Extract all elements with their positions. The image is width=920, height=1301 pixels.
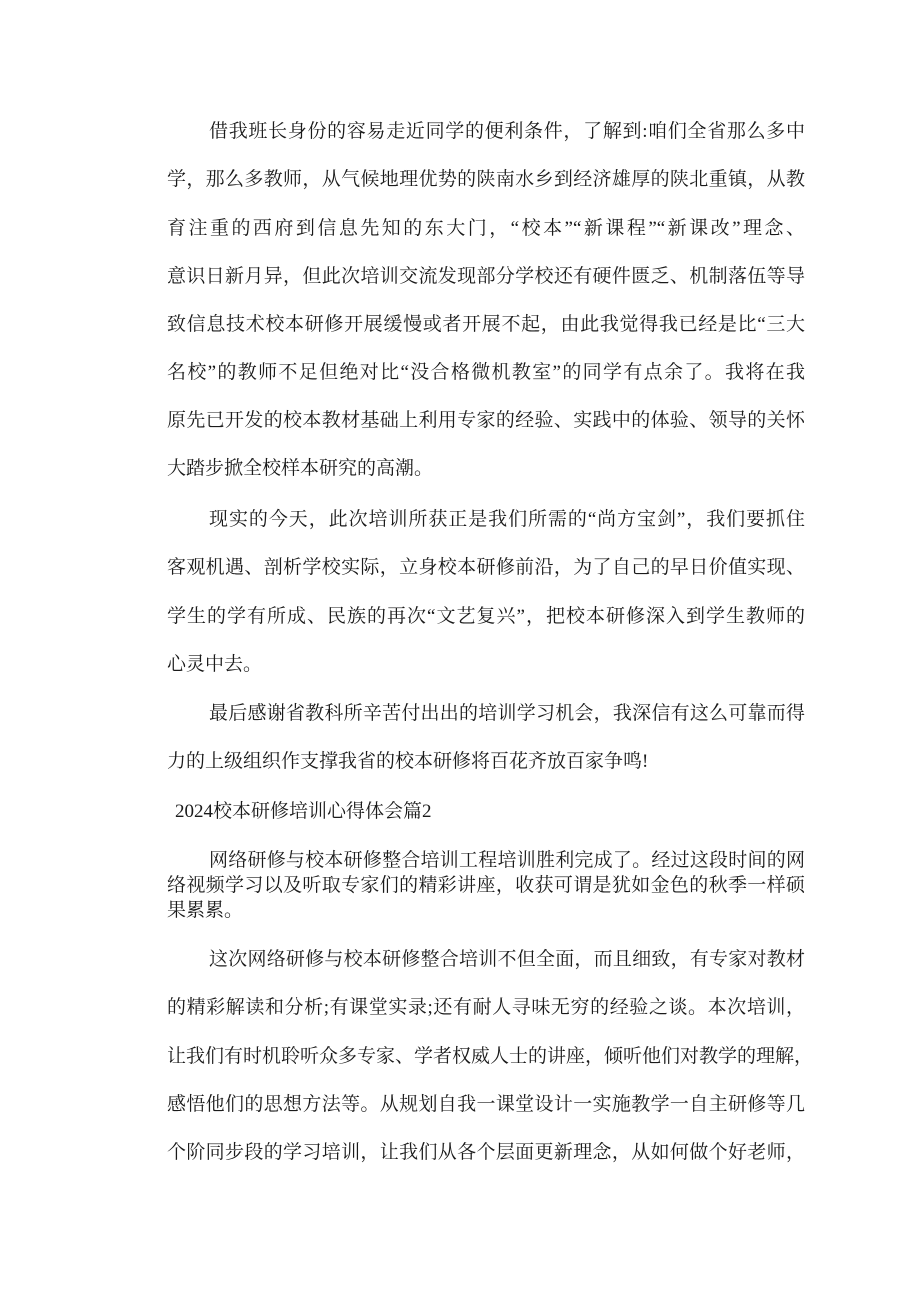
text-line: 名校”的教师不足但绝对比“没合格微机教室”的同学有点余了。我将在我 xyxy=(167,362,805,383)
text-line: 学，那么多教师，从气候地理优势的陕南水乡到经济雄厚的陕北重镇，从教 xyxy=(167,169,805,190)
text-line: 网络研修与校本研修整合培训工程培训胜利完成了。经过这段时间的网 xyxy=(209,850,805,871)
text-line: 大踏步掀全校样本研究的高潮。 xyxy=(167,458,434,479)
text-line: 这次网络研修与校本研修整合培训不但全面，而且细致，有专家对教材 xyxy=(209,949,805,970)
section-heading: 2024校本研修培训心得体会篇2 xyxy=(175,801,432,822)
text-line: 育注重的西府到信息先知的东大门，“校本”“新课程”“新课改”理念、 xyxy=(167,218,805,239)
text-line: 络视频学习以及听取专家们的精彩讲座，收获可谓是犹如金色的秋季一样硕 xyxy=(167,875,805,896)
text-line: 借我班长身份的容易走近同学的便利条件，了解到:咱们全省那么多中 xyxy=(209,121,805,142)
text-line: 果累累。 xyxy=(167,900,244,921)
text-line: 客观机遇、剖析学校实际，立身校本研修前沿，为了自己的早日价值实现、 xyxy=(167,557,805,578)
text-line: 让我们有时机聆听众多专家、学者权威人士的讲座，倾听他们对教学的理解， xyxy=(167,1046,814,1067)
text-line: 个阶同步段的学习培训，让我们从各个层面更新理念，从如何做个好老师， xyxy=(167,1142,805,1163)
text-line: 最后感谢省教科所辛苦付出出的培训学习机会，我深信有这么可靠而得 xyxy=(209,703,805,724)
text-line: 致信息技术校本研修开展缓慢或者开展不起，由此我觉得我已经是比“三大 xyxy=(167,314,805,335)
text-line: 意识日新月异，但此次培训交流发现部分学校还有硬件匮乏、机制落伍等导 xyxy=(167,266,805,287)
text-line: 现实的今天，此次培训所获正是我们所需的“尚方宝剑”，我们要抓住 xyxy=(209,509,805,530)
text-line: 感悟他们的思想方法等。从规划自我一课堂设计一实施教学一自主研修等几 xyxy=(167,1094,805,1115)
text-line: 心灵中去。 xyxy=(167,654,263,675)
text-line: 学生的学有所成、民族的再次“文艺复兴”，把校本研修深入到学生教师的 xyxy=(167,606,805,627)
text-line: 力的上级组织作支撑我省的校本研修将百花齐放百家争鸣! xyxy=(167,751,649,772)
text-line: 的精彩解读和分析;有课堂实录;还有耐人寻味无穷的经验之谈。本次培训， xyxy=(167,997,805,1018)
text-line: 原先已开发的校本教材基础上利用专家的经验、实践中的体验、领导的关怀 xyxy=(167,410,805,431)
